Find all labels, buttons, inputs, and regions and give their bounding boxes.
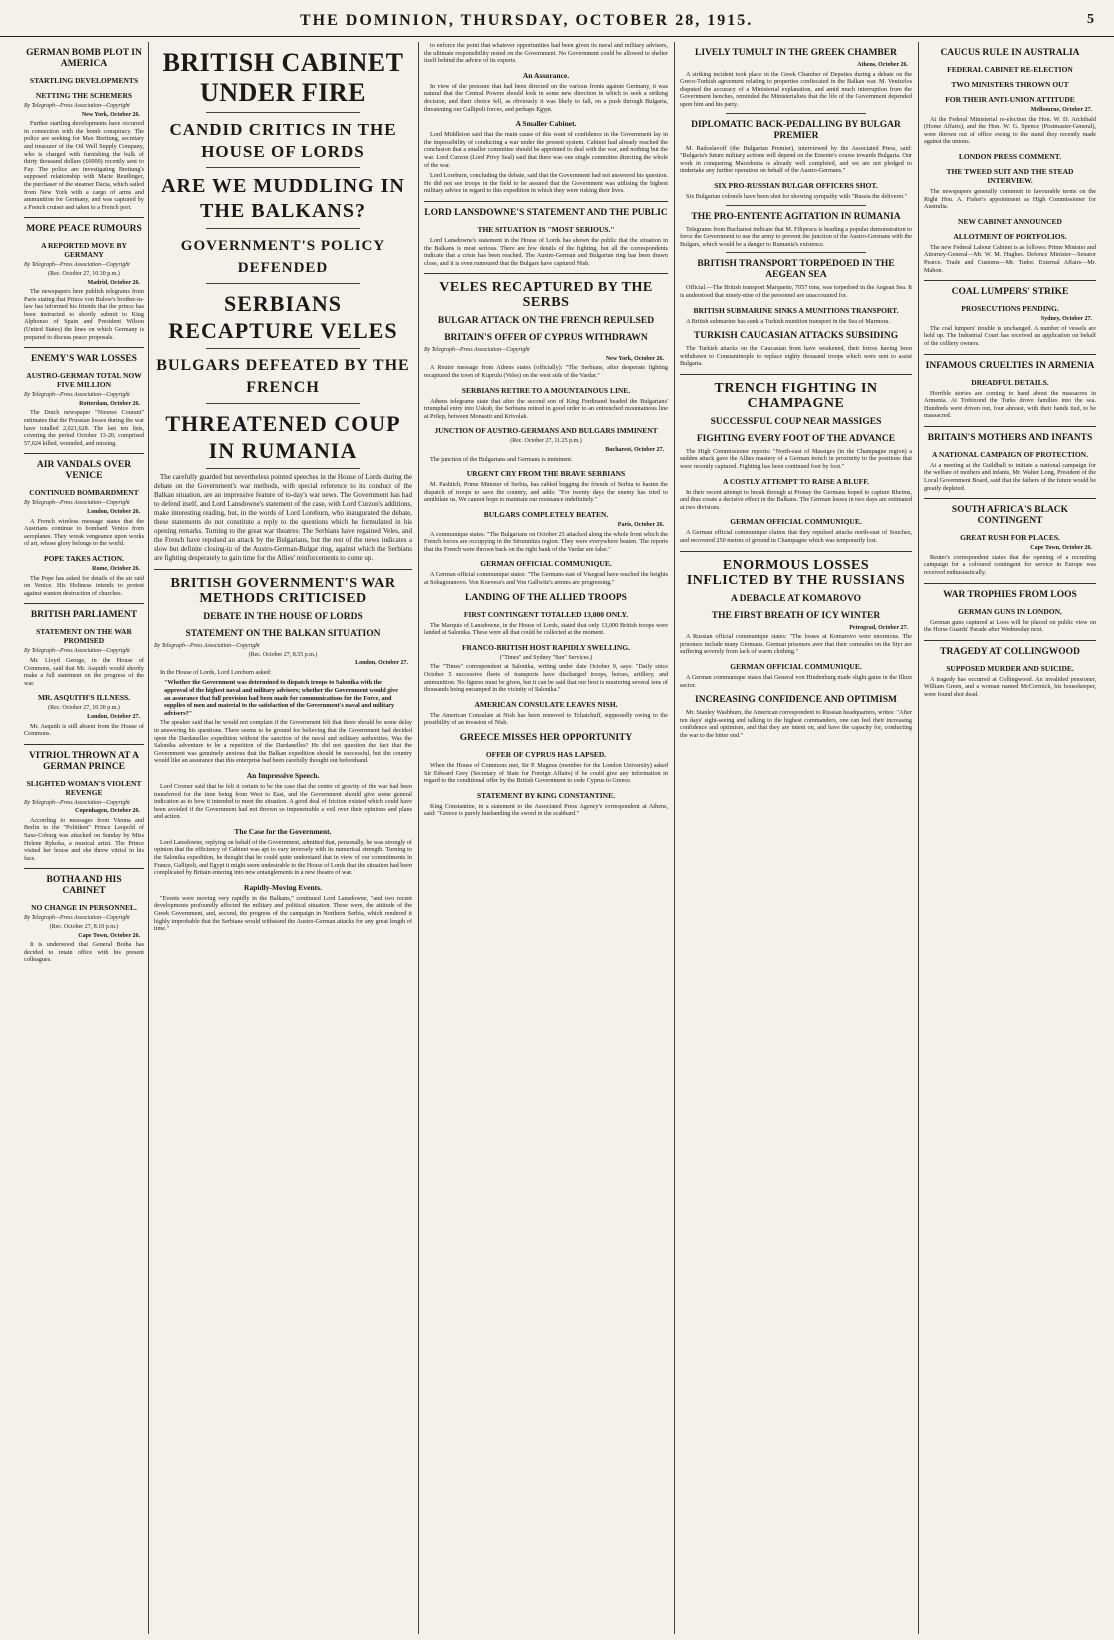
byline: By Telegraph—Press Association—Copyright bbox=[24, 799, 130, 806]
divider bbox=[924, 426, 1096, 427]
headline: SOUTH AFRICA'S BLACK CONTINGENT bbox=[951, 505, 1069, 527]
article-text: At a meeting at the Guildhall to initiate a national campaign for the welfare of mothers and infants, Mr. Walter Long, President of the Local Government Board, said that the fathers of the future would be greatly depleted. bbox=[924, 461, 1096, 492]
subhead: OFFER OF CYPRUS HAS LAPSED. bbox=[485, 749, 607, 759]
article-text: The junction of the Bulgarians and Germans is imminent. bbox=[430, 455, 573, 463]
headline: BRITISH PARLIAMENT bbox=[30, 610, 138, 621]
article-text: A French wireless message states that the Austrians continue to bombard Venice from aeroplanes. They wreak vengeance upon works of art, whose glory belongs to the world. bbox=[24, 517, 144, 548]
subhead: FOR THEIR ANTI-UNION ATTITUDE bbox=[945, 95, 1075, 104]
divider bbox=[726, 113, 865, 114]
subhead: POPE TAKES ACTION. bbox=[44, 553, 124, 563]
subhead: THE FIRST BREATH OF ICY WINTER bbox=[711, 610, 881, 621]
article-text: The newspapers here publish telegrams from Paris stating that Prince von Bulow's brother-in-law has informed his friends that the prince has been instructed to shortly submit to King Alphonso of Spain and President Wilson (United States) the lines on which Germany is prepared to discuss peace proposals. bbox=[24, 288, 144, 341]
subhead: GERMAN OFFICIAL COMMUNIQUE. bbox=[730, 517, 862, 527]
article-text: In the House of Lords, Lord Loreburn asked: bbox=[160, 668, 272, 676]
subhead: STATEMENT ON THE WAR PROMISED bbox=[36, 627, 132, 646]
received-line: (Rec. October 27, 8.10 p.m.) bbox=[49, 924, 119, 931]
divider bbox=[206, 228, 361, 229]
masthead bbox=[0, 0, 1114, 37]
article-text: M. Pashitch, Prime Minister of Serbia, has cabled begging the friends of Serbia to hasten the dispatch of troops to save the country, and adds: "For twenty days the enemy has tried to annihilate us. We cannot hope to maintain our resistance indefinitely." bbox=[424, 481, 668, 504]
subhead: STATEMENT ON THE BALKAN SITUATION bbox=[185, 629, 381, 639]
subhead: An Assurance. bbox=[522, 70, 570, 80]
divider bbox=[680, 374, 912, 375]
dateline: New York, October 26. bbox=[81, 111, 140, 118]
dateline: Cape Town, October 26. bbox=[78, 932, 140, 939]
article-text: King Constantine, in a statement to the Associated Press Agency's correspondent at Athens, said: "Greece is purely husbanding the sword in the scabbard." bbox=[424, 802, 668, 818]
subhead: GREAT RUSH FOR PLACES. bbox=[960, 533, 1060, 543]
article-text: Mr. Lloyd George, in the House of Commons, said that Mr. Asquith would shortly make a full statement on the progress of the war. bbox=[24, 656, 144, 687]
service-line: ("Times" and Sydney "Sun" Services.) bbox=[499, 654, 593, 661]
subhead: BULGAR ATTACK ON THE FRENCH REPULSED bbox=[437, 316, 655, 327]
headline: ENEMY'S WAR LOSSES bbox=[31, 354, 137, 365]
subhead: GERMAN GUNS IN LONDON. bbox=[958, 606, 1062, 616]
dateline: Petrograd, October 27. bbox=[849, 624, 908, 631]
article-text: M. Radoslavoff (the Bulgarian Premier), interviewed by the Associated Press, said: "Bulgaria's future military actions will depend on the Entente's course towards Bulgaria. Our work in conquering Macedonia is already well completed, and we are not pledged to undertake any further operation on behalf of the Austro-Germans." bbox=[680, 144, 912, 175]
subhead: THE SITUATION IS "MOST SERIOUS." bbox=[477, 224, 615, 234]
dateline: Rotterdam, October 26. bbox=[79, 400, 140, 407]
subhead: LONDON PRESS COMMENT. bbox=[958, 151, 1062, 161]
article-intro: The carefully guarded but nevertheless pointed speeches in the House of Lords during the debate on the Government's war methods, with special reference to its conduct of the Balkan situation, are an impressive feature of to-day's war news. The Government has had to defend itself, and Lord Lansdowne's statement of the case, with Lord Curzon's additions, make interesting reading, but, in the words of Lord Loreburn, who inaugurated the debate, these statements do not constitute a reply to the questions which he formulated in his opening remarks. Turning to the great war theatres: The Serbians have regained Veles, and the French have repulsed an attack by the Bulgarians, but the rest of the news indicates a slow but definite closing-in of the Austro-German-Bulgar ring, against which the Serbians are fighting desperately to gain time for the Allies' reinforcements to come up. bbox=[154, 473, 412, 562]
headline: BOTHA AND HIS CABINET bbox=[46, 875, 122, 897]
subhead: SIX PRO-RUSSIAN BULGAR OFFICERS SHOT. bbox=[714, 180, 878, 190]
divider bbox=[726, 205, 865, 206]
byline: By Telegraph—Press Association—Copyright bbox=[154, 643, 260, 649]
dateline: Cape Town, October 26. bbox=[1030, 545, 1092, 552]
headline: VITRIOL THROWN AT A GERMAN PRINCE bbox=[28, 750, 140, 772]
subhead: Rapidly-Moving Events. bbox=[244, 882, 322, 892]
article-text: The newspapers generally comment in favourable terms on the Right Hon. A. Fisher's appointment as High Commissioner for Australia. bbox=[924, 187, 1096, 211]
subhead: AUSTRO-GERMAN TOTAL NOW FIVE MILLION bbox=[26, 371, 142, 390]
article-text: The American Consulate at Nish has been removed to Tchatchuff, supposedly owing to the possibility of an invasion of Nish. bbox=[424, 711, 668, 727]
article-text: A German official communique states: "The Germans east of Visegrad have reached the heights at Sobagoranovo. Von Koevess's and Von Gallwitz's armies are progressing." bbox=[424, 571, 668, 586]
subhead: LANDING OF THE ALLIED TROOPS bbox=[465, 592, 627, 603]
byline: By Telegraph—Press Association—Copyright bbox=[24, 915, 130, 922]
subhead: BRITISH SUBMARINE SINKS A MUNITIONS TRANSPORT. bbox=[693, 305, 899, 315]
headline: LORD LANSDOWNE'S STATEMENT AND THE PUBLIC bbox=[424, 207, 668, 218]
headline: THREATENED COUP IN RUMANIA bbox=[165, 411, 401, 463]
subhead: GERMAN OFFICIAL COMMUNIQUE. bbox=[730, 662, 862, 671]
subhead: FIGHTING EVERY FOOT OF THE ADVANCE bbox=[696, 433, 896, 444]
divider bbox=[424, 201, 668, 202]
article-text: A striking incident took place in the Greek Chamber of Deputies during a debate on the Greco-Turkish agreement relating to properties confiscated in the Balkan war. M. Venizelos disputed the accuracy of a Ministerial explanation, and amid much interruption from the Government benches, reminded the Ministerialists that the life of the Government depended upon him and his party. bbox=[680, 70, 912, 108]
article-text: Lord Cromer said that he felt it certain to be the case that the centre of gravity of the war had been transferred for the time being from West to East, and the Government should give some general indication as to how it intended to meet the situation. A good deal of friction existed which could have been avoided if the Government had not thrown so impenetrable a veil over their opinions and plans and action. bbox=[154, 782, 412, 821]
article-text: In view of the pressure that had been directed on the various fronts against Germany, it was natural that the Central Powers should look in some new direction in which to seek a striking decision, and their choice fell, as obviously it was likely to fall, on a push through Bulgaria, threatening our Gallipoli forces, and perhaps Egypt. bbox=[424, 82, 668, 113]
article-text: Lord Loreburn, concluding the debate, said that the Government had not answered his question. He did not see troops in the field to be assured that the Government was utilising the highest military advice in regard to this expedition in which they were risking their lives. bbox=[424, 172, 668, 195]
dateline: Madrid, October 26. bbox=[87, 279, 140, 286]
column-1 bbox=[24, 42, 144, 1632]
divider bbox=[206, 403, 361, 404]
subhead: A Smaller Cabinet. bbox=[515, 119, 577, 129]
received-line: (Rec. October 27, 11.25 p.m.) bbox=[510, 438, 582, 445]
headline: CANDID CRITICS IN THE HOUSE OF LORDS bbox=[169, 120, 397, 161]
subhead: A DEBACLE AT KOMAROVO bbox=[730, 593, 862, 604]
headline: COAL LUMPERS' STRIKE bbox=[951, 287, 1069, 298]
byline: By Telegraph—Press Association—Copyright bbox=[24, 392, 130, 399]
headline: ARE WE MUDDLING IN THE BALKANS? bbox=[161, 175, 405, 222]
subhead: A NATIONAL CAMPAIGN OF PROTECTION. bbox=[932, 449, 1088, 459]
column-rule bbox=[418, 42, 419, 1634]
received-line: (Rec. October 27, 10.30 p.m.) bbox=[48, 705, 120, 712]
headline: TRAGEDY AT COLLINGWOOD bbox=[940, 646, 1080, 657]
article-text: The Turkish attacks on the Caucasian front have weakened, their forces having been withdrawn to Constantinople to replace eighty thousand troops which were sent to assist Bulgaria. bbox=[680, 345, 912, 368]
dateline: London, October 27. bbox=[87, 713, 140, 720]
dateline: Athens, October 26. bbox=[857, 62, 908, 68]
subhead: STARTLING DEVELOPMENTS bbox=[29, 76, 139, 85]
subhead: PROSECUTIONS PENDING. bbox=[961, 304, 1059, 314]
divider bbox=[206, 112, 361, 113]
subhead: GERMAN OFFICIAL COMMUNIQUE. bbox=[480, 559, 612, 569]
dateline: Melbourne, October 27. bbox=[1030, 107, 1092, 113]
subhead: An Impressive Speech. bbox=[246, 770, 320, 780]
article-text: Reuter's correspondent states that the opening of a recruiting campaign for a coloured contingent for service in Europe was received enthusiastically. bbox=[924, 553, 1096, 577]
byline: By Telegraph—Press Association—Copyright bbox=[24, 262, 130, 269]
article-text: The speaker said that he would not complain if the Government felt that there should be some delay in answering his questions. There seems to be ground for believing that the Government had decided upon the Dardanelles expedition without the sanction of the naval and military authorities. Was the Salonika adventure to be a repetition of the Dardanelles? He did not question the fact that the Government was genuinely anxious that the Balkan expedition should be successful, but the country would like an assurance that this enterprise had been carefully thought out beforehand. bbox=[154, 719, 412, 765]
main-headline: BRITISH CABINET UNDER FIRE bbox=[162, 48, 404, 107]
received-line: (Rec. October 27, 8.55 p.m.) bbox=[248, 651, 318, 658]
subhead: The Case for the Government. bbox=[234, 826, 332, 836]
divider bbox=[924, 640, 1096, 641]
divider bbox=[24, 217, 144, 218]
article-text: Lord Lansdowne, replying on behalf of the Government, admitted that, personally, he was strongly of opinion that the efficiency of Cabinet was apt to vary inversely with its numerical strength. Turning to the Salonika expedition, he thought that he could quite understand that in view of our commitments in France, Gallipoli, and Egypt it might seem undesirable to the House of Lords that the situation had been complicated by Britain entering into new entanglements in a new theatre of war. bbox=[154, 838, 412, 877]
column-5 bbox=[924, 42, 1096, 1632]
article-text: A German communique states that General von Hindenburg made slight gains in the Illuxt sector. bbox=[680, 674, 912, 689]
article-text: It is understood that General Botha has decided to retain office with his present colleagues. bbox=[24, 941, 144, 964]
article-text: to enforce the point that whatever opportunities had been given its naval and military advisers, the ultimate responsibility rested on the Government. No Government could be allowed to shelter itself behind the advice of its experts. bbox=[424, 42, 668, 65]
subhead: CONTINUED BOMBARDMENT bbox=[29, 488, 139, 498]
divider bbox=[24, 744, 144, 745]
headline: BRITISH GOVERNMENT'S WAR METHODS CRITICISED bbox=[170, 576, 396, 606]
received-line: (Rec. October 27, 10.30 p.m.) bbox=[48, 270, 120, 277]
article-text: Further startling developments have occurred in connection with the bomb conspiracy. The police are seeking for Max Breitung, secretary and treasurer of the Oil Well Supply Company, who is charged with furnishing the bulk of thirty thousand dollars (£6000) recently sent to Fay. The police are investigating Breitung's supposed relationship with Marie Reutlinger, the purchaser of the steamer Dacia, which sailed from New York with a cargo of arms and ammunition for Germany, and was captured by a French cruiser and taken to a French port. bbox=[24, 120, 144, 211]
article-text: The new Federal Labour Cabinet is as follows: Prime Minister and Attorney-General—Mr. W. M. Hughes. Defence Minister—Senator Pearce. Trade and Customs—Mr. Tudor. External Affairs—Mr. Mahon. bbox=[924, 243, 1096, 274]
headline: MORE PEACE RUMOURS bbox=[26, 224, 142, 235]
headline: GERMAN BOMB PLOT IN AMERICA bbox=[26, 48, 142, 69]
byline: By Telegraph—Press Association—Copyright bbox=[24, 648, 130, 655]
divider bbox=[924, 354, 1096, 355]
subhead: A COSTLY ATTEMPT TO RAISE A BLUFF. bbox=[723, 476, 869, 486]
dateline: Bucharest, October 27. bbox=[605, 447, 664, 454]
article-text: The "Times" correspondent at Salonika, writing under date October 9, says: "Daily since October 5 successive fleets of transports have discharged troops, horses, artillery, and ammunition. No figures must be given, but it can be said that our host is mustering several tens of thousands being encamped in the vicinity of Salonika." bbox=[424, 663, 668, 694]
article-text: Telegrams from Bucharest indicate that M. Filipescu is heading a popular demonstration to force the Government to use the army to prevent the junction of the Austro-Germans with the Bulgars, which would be a danger to Rumania's existence. bbox=[680, 225, 912, 248]
column-rule bbox=[918, 42, 919, 1634]
article-text: In their recent attempt to break through at Pronay the Germans hoped to capture Rheims, and thus create a decisive effect in the Balkans. The German losses in two days are estimated at two divisions. bbox=[680, 488, 912, 511]
headline: TURKISH CAUCASIAN ATTACKS SUBSIDING bbox=[693, 331, 899, 342]
subhead: ALLOTMENT OF PORTFOLIOS. bbox=[953, 231, 1067, 241]
headline: CAUCUS RULE IN AUSTRALIA bbox=[940, 48, 1080, 58]
column-rule bbox=[674, 42, 675, 1634]
subhead: STATEMENT BY KING CONSTANTINE. bbox=[477, 790, 615, 800]
article-text: Mr. Stanley Washburn, the American correspondent to Russian headquarters, writes: "After ten days' sight-seeing and talking to the highest commanders, one can feel their increasing confidence and optimism, and that they are intent on, and have the capacity for, conducting the war to the bitter end." bbox=[680, 709, 912, 739]
subhead: FEDERAL CABINET RE-ELECTION bbox=[947, 65, 1073, 74]
article-text: A British submarine has sunk a Turkish munition transport in the Sea of Marmora. bbox=[686, 317, 890, 325]
subhead: URGENT CRY FROM THE BRAVE SERBIANS bbox=[466, 469, 626, 479]
divider bbox=[154, 569, 412, 570]
divider bbox=[924, 498, 1096, 499]
subhead: SUCCESSFUL COUP NEAR MASSIGES bbox=[710, 416, 882, 427]
article-text: Mr. Asquith is still absent from the House of Commons. bbox=[24, 722, 144, 738]
article-text: The Pope has asked for details of the air raid on Venice. His Holiness intends to protest against wanton destruction of churches. bbox=[24, 574, 144, 597]
article-text: Lord Middleton said that the main cause of this want of confidence in the Government lay in the impossibility of conducting a war under the present system. Cabinet had already reached the conclusion that a smaller committee should be appointed to deal with the war, and nothing but the war. Lord Curzon (Lord Privy Seal) said that there was one single committee directing the whole of the war. bbox=[424, 131, 668, 169]
subhead: NEW CABINET ANNOUNCED bbox=[958, 216, 1062, 226]
article-text: A Russian official communique states: "The losses at Komarovo were enormous. The prisoners include many Germans. German prisoners aver that their comrades on the Styr are suffering severely from lack of warm clothing." bbox=[680, 633, 912, 656]
article-text: Horrible stories are coming to hand about the massacres in Armenia. At Trebizond the Turks drove families into the sea. Hundreds were driven out, four abreast, with their hands tied, to be massacred. bbox=[924, 389, 1096, 420]
column-rule bbox=[148, 42, 149, 1634]
divider bbox=[924, 280, 1096, 281]
divider bbox=[206, 167, 361, 168]
byline: By Telegraph—Press Association—Copyright bbox=[424, 347, 530, 354]
headline: DIPLOMATIC BACK-PEDALLING BY BULGAR PREMIER bbox=[691, 119, 901, 141]
article-text: Lord Lansdowne's statement in the House of Lords has shown the public that the situation in the Balkans is most serious. There are few details of the fighting, but all the correspondents indicate that a crisis has been reached. The Austro-German and Bulgarian ring has been drawn close, and it is even rumoured that the Bulgars have captured Nish. bbox=[424, 236, 668, 267]
headline: INFAMOUS CRUELTIES IN ARMENIA bbox=[925, 360, 1095, 371]
byline: By Telegraph—Press Association—Copyright bbox=[24, 103, 130, 109]
subhead: SLIGHTED WOMAN'S VIOLENT REVENGE bbox=[26, 778, 142, 797]
article-text: Official.—The British transport Marquette, 7057 tons, was torpedoed in the Aegean Sea. It is understood that ninety-nine of the personnel are unaccounted for. bbox=[680, 284, 912, 299]
headline: GOVERNMENT'S POLICY DEFENDED bbox=[180, 238, 386, 276]
column-4 bbox=[680, 42, 912, 1632]
divider bbox=[24, 868, 144, 869]
headline: AIR VANDALS OVER VENICE bbox=[36, 460, 132, 482]
dateline: London, October 27. bbox=[355, 660, 408, 667]
article-text: At the Federal Ministerial re-election the Hon. W. D. Archibald (Home Affairs), and the Hon. W. G. Spence (Postmaster-General), were thrown out of office owing to the stand they recently made against the unions. bbox=[924, 115, 1096, 146]
newspaper-title: THE DOMINION, THURSDAY, OCTOBER 28, 1915. bbox=[300, 12, 754, 29]
quotation: "Whether the Government was determined to dispatch troops to Salonika with the approval of the highest naval and military advisers; whether the Government would give an assurance that full provision had been made for communications for the Force, and supplies of men and material to the satisfaction of the Government's naval and military advisers?" bbox=[164, 679, 398, 717]
subhead: SERBIANS RETIRE TO A MOUNTAINOUS LINE. bbox=[461, 385, 631, 395]
headline: BULGARS DEFEATED BY THE FRENCH bbox=[156, 357, 410, 396]
article-text: When the House of Commons met, Sir P. Magnus (member for the London University) asked Sir Edward Grey (Secretary of State for Foreign Affairs) if he could give any information in regard to the conditional offer by the British Government to cede Cyprus to Greece. bbox=[424, 761, 668, 785]
subhead: NO CHANGE IN PERSONNEL. bbox=[31, 903, 137, 913]
divider bbox=[24, 603, 144, 604]
article-text: The High Commissioner reports: "North-east of Massiges (in the Champagne region) a sudden attack gave the Allies mastery of a German trench in proximity to the positions that were recently captured. Fighting has been continued foot by foot." bbox=[680, 447, 912, 471]
divider bbox=[206, 348, 361, 349]
headline: SERBIANS RECAPTURE VELES bbox=[168, 291, 398, 343]
divider bbox=[206, 468, 361, 469]
subhead: SUPPOSED MURDER AND SUICIDE. bbox=[946, 663, 1074, 673]
subhead: JUNCTION OF AUSTRO-GERMANS AND BULGARS IMMINENT bbox=[434, 426, 658, 436]
dateline: Paris, October 26. bbox=[617, 522, 664, 528]
divider bbox=[680, 551, 912, 552]
article-text: Athens telegrams state that after the second son of King Ferdinand headed the Bulgarians' triumphal entry into Uskub, the Serbians retired in good order to an entrenched mountainous line at Prilep, between Monastir and Krivolak. bbox=[424, 397, 668, 420]
article-text: The coal lumpers' trouble is unchanged. A number of vessels are held up. The Industrial Court has received an application on behalf of the colliery owners. bbox=[924, 324, 1096, 347]
subhead: BULGARS COMPLETELY BEATEN. bbox=[483, 510, 609, 519]
dateline: Sydney, October 27. bbox=[1040, 316, 1092, 323]
subhead: AMERICAN CONSULATE LEAVES NISH. bbox=[474, 699, 618, 709]
dateline: London, October 26. bbox=[87, 509, 140, 515]
column-3 bbox=[424, 42, 668, 1632]
article-text: A tragedy has occurred at Collingwood. An invalided pensioner, William Green, and a woman named McCormick, his housekeeper, were found shot dead. bbox=[924, 675, 1096, 698]
headline: BRITISH TRANSPORT TORPEDOED IN THE AEGEAN SEA bbox=[697, 259, 895, 281]
article-text: Six Bulgarian colonels have been shot for showing sympathy with "Russia the deliverer." bbox=[686, 192, 908, 200]
subhead: DEBATE IN THE HOUSE OF LORDS bbox=[203, 612, 363, 622]
headline: BRITAIN'S MOTHERS AND INFANTS bbox=[927, 432, 1093, 443]
headline: THE PRO-ENTENTE AGITATION IN RUMANIA bbox=[691, 211, 901, 222]
subhead: GREECE MISSES HER OPPORTUNITY bbox=[459, 732, 633, 743]
subhead: FIRST CONTINGENT TOTALLED 13,000 ONLY. bbox=[463, 609, 629, 619]
page-number: 5 bbox=[1087, 12, 1094, 27]
headline: WAR TROPHIES FROM LOOS bbox=[943, 589, 1077, 600]
divider bbox=[24, 453, 144, 454]
article-text: A communique states: "The Bulgarians on October 25 attacked along the whole front which the French forces are occupying in the Strumnitza region. They were everywhere beaten. The reports that the French were thrown back on the right bank of the Vardar are false." bbox=[424, 530, 668, 553]
dateline: New York, October 26. bbox=[605, 355, 664, 362]
dateline: Copenhagen, October 26. bbox=[75, 808, 140, 815]
dateline: Rome, October 26. bbox=[92, 565, 140, 572]
divider bbox=[424, 273, 668, 274]
byline: By Telegraph—Press Association—Copyright bbox=[24, 500, 130, 507]
subhead: BRITAIN'S OFFER OF CYPRUS WITHDRAWN bbox=[444, 333, 648, 344]
article-text: According to messages from Vienna and Berlin to the "Politiken" Prince Leopold of Saxe-Coburg was attacked on Sunday by Miss Helene Rykoka, a musical artist. The Prince visited her house and she threw vitriol in his face. bbox=[24, 816, 144, 862]
subhead: MR. ASQUITH'S ILLNESS. bbox=[37, 693, 131, 703]
subhead: TWO MINISTERS THROWN OUT bbox=[951, 80, 1069, 89]
column-2 bbox=[154, 42, 412, 1632]
article-text: "Events were moving very rapidly in the Balkans," continued Lord Lansdowne, "and two recent developments profoundly affected the military and political situation. These were, the attitude of the Greek Government, and, second, the progress of the campaign in Northern Serbia, which rendered it highly improbable that the Serbians would withstand the Austro-German attacks for any great length of time." bbox=[154, 894, 412, 933]
headline: VELES RECAPTURED BY THE SERBS bbox=[439, 280, 653, 311]
divider bbox=[24, 347, 144, 348]
article-text: The Marquis of Lansdowne, in the House of Lords, stated that only 13,000 British troops were landed at Salonika. These were all that could be collected at the moment. bbox=[424, 621, 668, 637]
subhead: A REPORTED MOVE BY GERMANY bbox=[41, 241, 127, 260]
article-text: German guns captured at Loos will be placed on public view on the Horse Guards' Parade after Wednesday next. bbox=[924, 618, 1096, 634]
headline: TRENCH FIGHTING IN CHAMPAGNE bbox=[714, 380, 878, 411]
subhead: THE TWEED SUIT AND THE STEAD INTERVIEW. bbox=[946, 166, 1074, 185]
headline: ENORMOUS LOSSES INFLICTED BY THE RUSSIANS bbox=[686, 557, 906, 588]
divider bbox=[924, 583, 1096, 584]
divider bbox=[206, 283, 361, 284]
divider bbox=[726, 252, 865, 253]
subhead: NETTING THE SCHEMERS bbox=[35, 91, 133, 100]
headline: INCREASING CONFIDENCE AND OPTIMISM bbox=[695, 695, 897, 706]
article-text: The Dutch newspaper "Nieuwe Courant" estimates that the Prussian losses during the war have totalled 2,021,628. The last ten lists, covering the period October 13-20, comprised 57,624 killed, wounded, and missing. bbox=[24, 409, 144, 447]
article-text: A German official communique claims that they repulsed attacks north-east of Souchez, and recovered 250 metres of ground in Champagne which was temporarily lost. bbox=[680, 529, 912, 545]
article-text: A Reuter message from Athens states (officially): "The Serbians, after desperate fighting recaptured the town of Kuprulu (Veles) on the west side of the Vardar." bbox=[424, 364, 668, 380]
subhead: DREADFUL DETAILS. bbox=[971, 377, 1049, 387]
headline: LIVELY TUMULT IN THE GREEK CHAMBER bbox=[695, 48, 897, 58]
subhead: FRANCO-BRITISH HOST RAPIDLY SWELLING. bbox=[461, 642, 631, 652]
